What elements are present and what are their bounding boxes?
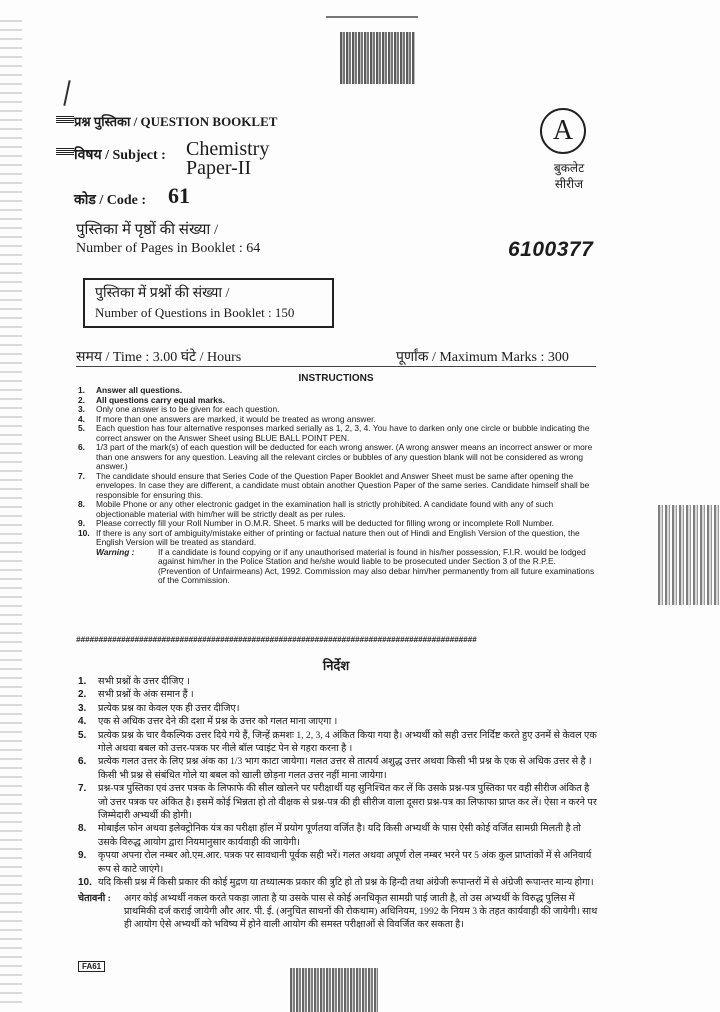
questions-count-box bbox=[83, 278, 334, 328]
nirdesh-warning bbox=[78, 892, 600, 932]
nirdesh-item: 7. प्रश्न-पत्र पुस्तिका एवं उत्तर पत्रक के लिफाफे की सील खोलने पर परीक्षार्थी यह सुनिश्चित कर लें कि उसके प्रश्न-पत्र पुस्तिका पर वही सीरीज अंकित है जो उत्तर पत्रक पर अंकित है। इसमें कोई भिन्नता हो तो वीक्षक से प्रश्न-पत्र की ही सीरीज वाला दूसरा प्रश्न-पत्र का लिफाफा प्राप्त कर लें। ऐसा न करने पर जिम्मेदारी अभ्यर्थी की होगी। bbox=[78, 783, 597, 822]
pages-label-hindi: पुस्तिका में पृष्ठों की संख्या / bbox=[76, 222, 219, 238]
nirdesh-item: 5. प्रत्येक प्रश्न के चार वैकल्पिक उत्तर दिये गये हैं, जिन्हें क्रमशः 1, 2, 3, 4 अंकित किया गया है। अभ्यर्थी को सही उत्तर निर्दिष्ट करते हुए उनमें से केवल एक गोले अथवा बबल को उत्तर-पत्रक पर नीले बॉल प्वाइंट पेन से गहरा करना है । bbox=[78, 729, 597, 755]
nirdesh-item: 6. प्रत्येक गलत उत्तर के लिए प्रश्न अंक का 1/3 भाग काटा जायेगा। गलत उत्तर से तात्पर्य अशुद्ध उत्तर अथवा किसी भी प्रश्न के एक से अधिक उत्तर से है । किसी भी प्रश्न से संबंधित गोले या बबल को खाली छोड़ना गलत उत्तर नहीं माना जायेगा। bbox=[78, 756, 592, 781]
subject-name: Chemistry bbox=[186, 138, 270, 160]
code-label: कोड / Code : bbox=[74, 193, 147, 208]
instructions-list bbox=[78, 386, 598, 586]
instruction-item: 7. The candidate should ensure that Series Code of the Question Paper Booklet and Answer Sheet must be same after opening the envelopes. In case they are different, a candidate must obtain another Question Paper of the same series. Candidate himself shall be responsible for ensuring this. bbox=[78, 470, 590, 500]
nirdesh-title: निर्देश bbox=[322, 658, 350, 673]
nirdesh-warning-label: चेतावनी : bbox=[78, 892, 111, 904]
code-value: 61 bbox=[168, 183, 190, 208]
subject-label: विषय / Subject : bbox=[74, 148, 166, 163]
instruction-item: 8. Mobile Phone or any other electronic gadget in the examination hall is strictly prohibited. A candidate found with any of such objectionable material with him/her will be strictly dealt as per rules. bbox=[78, 499, 554, 519]
instruction-item: 6. 1/3 part of the mark(s) of each question will be deducted for each wrong answer. (A wrong answer means an incorrect answer or more than one answers for any question. Leaving all the relevant circles or bubbles of any question blank will not be considered as wrong answer.) bbox=[78, 442, 593, 471]
instructions-title: INSTRUCTIONS bbox=[298, 373, 374, 384]
binding-mark bbox=[56, 116, 74, 124]
series-letter: A bbox=[552, 115, 574, 146]
paper-name: Paper-II bbox=[186, 157, 252, 179]
nirdesh-item: 3. प्रत्येक प्रश्न का केवल एक ही उत्तर दीजिए। bbox=[78, 702, 240, 714]
instruction-item: 5. Each question has four alternative responses marked serially as 1, 2, 3, 4. You have to darken only one circle or bubble indicating the correct answer on the Answer Sheet using BLUE BALL POINT PEN. bbox=[78, 423, 590, 443]
nirdesh-item: 1. सभी प्रश्नों के उत्तर दीजिए । bbox=[78, 676, 190, 687]
pen-mark bbox=[63, 80, 70, 106]
instruction-item: 10. If there is any sort of ambiguity/mistake either of printing or factual nature then out of Hindi and English Version of the question, the English Version will be treated as standard. bbox=[78, 527, 580, 547]
subject-value bbox=[186, 140, 269, 178]
nirdesh-item: 8. मोबाईल फोन अथवा इलेक्ट्रोनिक यंत्र का परीक्षा हॉल में प्रयोग पूर्णतया वर्जित है। यदि किसी अभ्यर्थी के पास ऐसी कोई वर्जित सामग्री मिलती है तो उसके विरुद्ध आयोग द्वारा नियमानुसार कार्यवाही की जायेगी। bbox=[78, 823, 581, 848]
warning-label: Warning : bbox=[96, 546, 135, 557]
barcode-bottom bbox=[290, 968, 378, 1012]
scan-edge-right bbox=[658, 505, 720, 605]
nirdesh-list bbox=[78, 675, 600, 932]
questions-label-english: Number of Questions in Booklet : 150 bbox=[95, 305, 295, 320]
instruction-item: 1. Answer all questions. bbox=[78, 385, 183, 395]
warning-note bbox=[78, 548, 598, 586]
questions-label-hindi: पुस्तिका में प्रश्नों की संख्या / bbox=[95, 286, 230, 301]
footer-code: FA61 bbox=[78, 961, 105, 972]
maximum-marks: पूर्णांक / Maximum Marks : 300 bbox=[396, 350, 569, 365]
divider bbox=[76, 366, 596, 367]
series-label: बुकलेट सीरीज bbox=[553, 161, 585, 191]
barcode-top bbox=[340, 32, 415, 84]
instruction-item: 9. Please correctly fill your Roll Number in O.M.R. Sheet. 5 marks will be deducted for filling wrong or incomplete Roll Number. bbox=[78, 518, 555, 528]
instruction-item: 2. All questions carry equal marks. bbox=[78, 394, 225, 405]
pages-label-english: Number of Pages in Booklet : 64 bbox=[76, 241, 261, 256]
nirdesh-item: 10. यदि किसी प्रश्न में किसी प्रकार की कोई मुद्रण या तथ्यात्मक प्रकार की त्रुटि हो तो प्रश्न के हिन्दी तथा अंग्रेजी रूपान्तरों में से अंग्रेजी रूपान्तर मान्य होगा। bbox=[78, 877, 594, 889]
warning-text: If a candidate is found copying or if any unauthorised material is found in his/her possession, F.I.R. would be lodged against him/her in the Police Station and he/she would liable to be prosecuted under Section 3 of the R.P.E. (Prevention of Unfairmeans) Act, 1992. Commission may also debar him/her permanently from all future examinations of the Commission. bbox=[158, 546, 595, 585]
separator-row: ######################################################################################### bbox=[76, 636, 477, 645]
scan-edge-left bbox=[0, 20, 22, 1010]
booklet-serial-number: 6100377 bbox=[508, 238, 594, 261]
series-badge bbox=[540, 108, 586, 154]
time-allowed: समय / Time : 3.00 घंटे / Hours bbox=[76, 350, 242, 365]
instruction-item: 4. If more than one answers are marked, it would be treated as wrong answer. bbox=[78, 413, 376, 424]
nirdesh-item: 4. एक से अधिक उत्तर देने की दशा में प्रश्न के उत्तर को गलत माना जाएगा । bbox=[78, 716, 338, 728]
nirdesh-warning-text: अगर कोई अभ्यर्थी नकल करते पकड़ा जाता है या उसके पास से कोई अनधिकृत सामग्री पाई जाती है, तो उस अभ्यर्थी के विरुद्ध पुलिस में प्राथमिकी दर्ज कराई जायेगी और आर. पी. ई. (अनुचित साधनों की रोकथाम) अधिनियम, 1992 के नियम 3 के तहत कार्यवाही की जायेगी। साथ ही आयोग ऐसे अभ्यर्थी को भविष्य में होने वाली आयोग की समस्त परीक्षाओं से विवर्जित कर सकता है। bbox=[124, 892, 598, 931]
top-rule bbox=[326, 16, 418, 18]
instruction-item: 3. Only one answer is to be given for each question. bbox=[78, 404, 280, 414]
nirdesh-item: 9. कृपया अपना रोल नम्बर ओ.एम.आर. पत्रक पर सावधानी पूर्वक सही भरें। गलत अथवा अपूर्ण रोल नम्बर भरने पर 5 अंक कुल प्राप्तांकों में से अनिवार्य रूप से काटे जाएंगे। bbox=[78, 850, 592, 875]
binding-mark bbox=[56, 148, 74, 156]
nirdesh-item: 2. सभी प्रश्नों के अंक समान हैं । bbox=[78, 689, 194, 701]
booklet-label: प्रश्न पुस्तिका / QUESTION BOOKLET bbox=[74, 114, 278, 129]
